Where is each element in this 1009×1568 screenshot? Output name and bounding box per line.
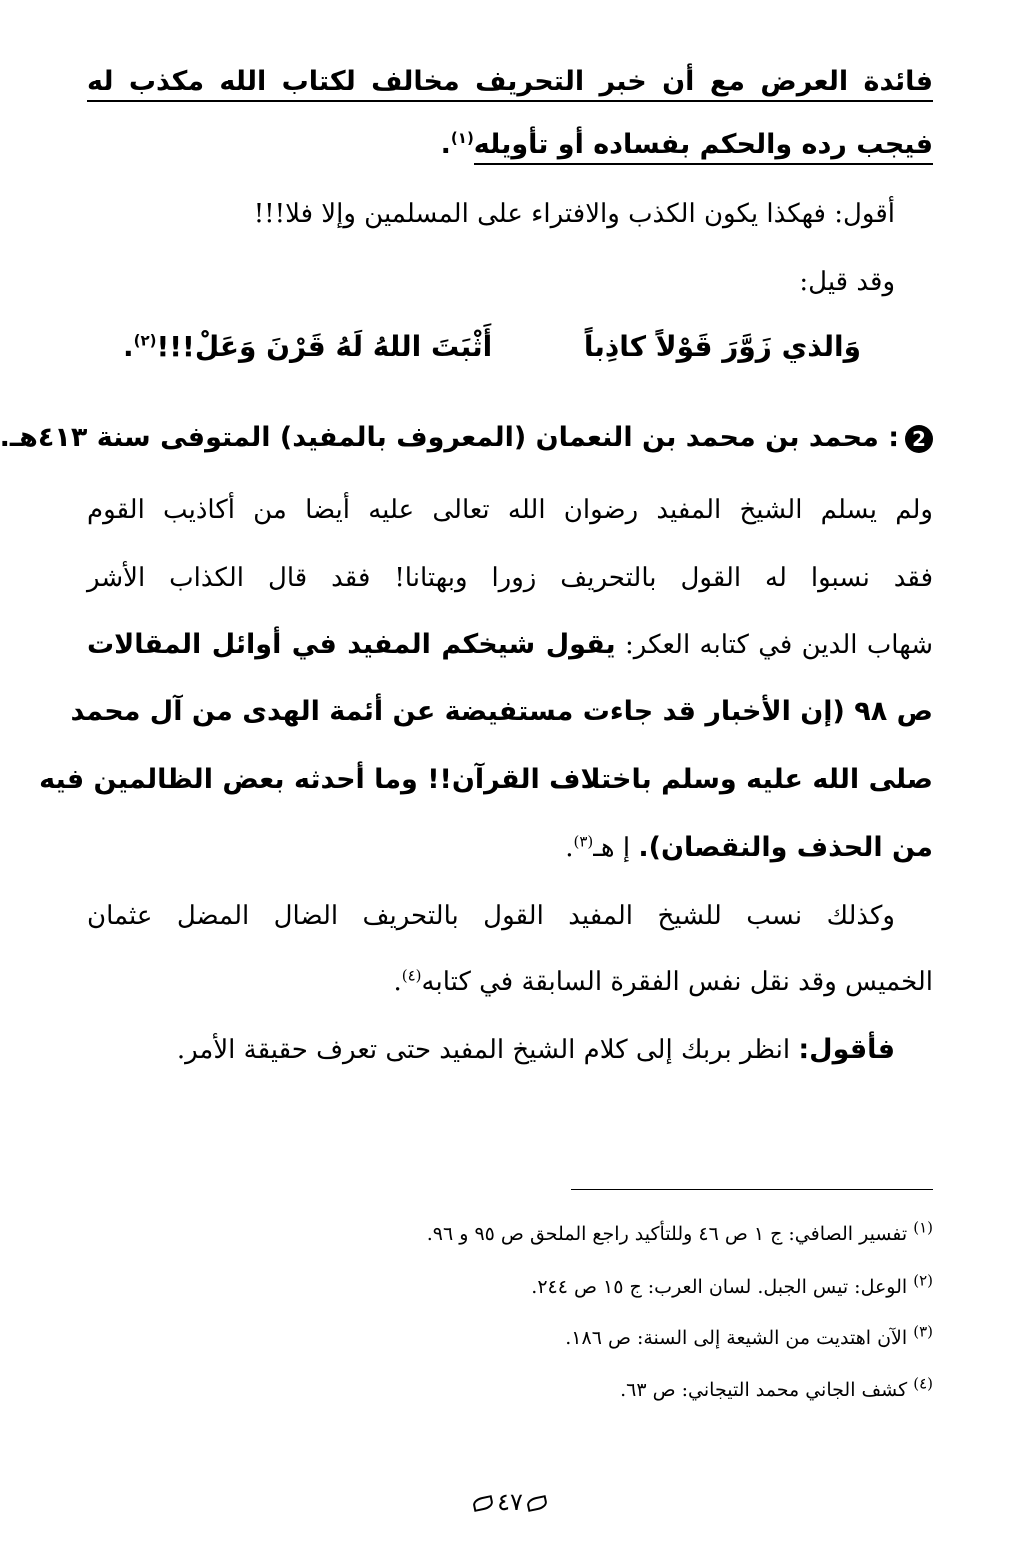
paragraph-1-line-2: فقد نسبوا له القول بالتحريف زورا وبهتانا! فقد قال الكذاب الأشر bbox=[87, 563, 933, 593]
paragraph-2-line-2-text: الخميس وقد نقل نفس الفقرة السابقة في كتابه bbox=[421, 967, 933, 997]
ornament-leaf-icon bbox=[472, 1495, 494, 1512]
verse-end: . bbox=[123, 330, 134, 363]
paragraph-1-line-6 bbox=[87, 828, 933, 868]
paragraph-1-line-3-bold: يقول شيخكم المفيد في أوائل المقالات bbox=[87, 629, 616, 660]
paragraph-1-line-3 bbox=[87, 625, 933, 665]
quote-intro-line: وقد قيل: bbox=[799, 267, 895, 297]
paragraph-3 bbox=[87, 1030, 895, 1070]
paragraph-1-line-4: ص ٩٨ (إن الأخبار قد جاءت مستفيضة عن أئمة الهدى من آل محمد bbox=[70, 696, 933, 727]
footnote-3-text: الآن اهتديت من الشيعة إلى السنة: ص ١٨٦. bbox=[565, 1327, 914, 1349]
footnote-2-number: (٢) bbox=[913, 1271, 933, 1290]
paragraph-1-line-6-bold: من الحذف والنقصان). bbox=[638, 832, 933, 863]
intro-line-2-end: . bbox=[440, 129, 451, 160]
footnote-2 bbox=[531, 1273, 933, 1301]
footnote-2-text: الوعل: تيس الجبل. لسان العرب: ج ١٥ ص ٢٤٤. bbox=[531, 1276, 914, 1298]
paragraph-1-line-3-normal: شهاب الدين في كتابه العكر: bbox=[615, 630, 933, 660]
paragraph-3-bold: فأقول: bbox=[798, 1034, 895, 1065]
footnote-ref-4[interactable]: (٤) bbox=[401, 966, 422, 985]
section-heading bbox=[0, 418, 933, 458]
page-number-text: ٤٧ bbox=[497, 1488, 523, 1516]
comment-line: أقول: فهكذا يكون الكذب والافتراء على المسلمين وإلا فلا!!! bbox=[253, 199, 895, 229]
section-number-badge: 2 bbox=[905, 425, 933, 453]
verse-first-hemistich: وَالذي زَوَّرَ قَوْلاً كاذِباً bbox=[583, 330, 861, 363]
footnote-4-text: كشف الجاني محمد التيجاني: ص ٦٣. bbox=[620, 1379, 914, 1401]
paragraph-3-text: انظر بربك إلى كلام الشيخ المفيد حتى تعرف حقيقة الأمر. bbox=[176, 1035, 799, 1065]
footnote-1-text: تفسير الصافي: ج ١ ص ٤٦ وللتأكيد راجع الملحق ص ٩٥ و ٩٦. bbox=[426, 1223, 914, 1245]
page-number bbox=[11, 1486, 1009, 1518]
footnote-separator bbox=[571, 1189, 933, 1190]
footnote-ref-1[interactable]: (١) bbox=[450, 129, 474, 147]
paragraph-1-line-6-normal: إ هـ bbox=[593, 833, 639, 863]
footnote-ref-2[interactable]: (٢) bbox=[133, 331, 157, 350]
intro-line-2-text: فيجب رده والحكم بفساده أو تأويله bbox=[474, 129, 933, 165]
footnote-ref-3[interactable]: (٣) bbox=[573, 832, 594, 851]
footnote-3 bbox=[565, 1324, 933, 1352]
verse-second-hemistich bbox=[123, 326, 492, 368]
paragraph-2-line-2-end: . bbox=[393, 967, 402, 997]
footnote-4-number: (٤) bbox=[913, 1374, 933, 1393]
intro-line-2 bbox=[87, 125, 933, 165]
paragraph-2-line-1: وكذلك نسب للشيخ المفيد القول بالتحريف الضال المضل عثمان bbox=[87, 901, 895, 931]
ornament-leaf-icon bbox=[526, 1495, 548, 1512]
paragraph-2-line-2 bbox=[87, 962, 933, 1002]
paragraph-1-line-1: ولم يسلم الشيخ المفيد رضوان الله تعالى عليه أيضا من أكاذيب القوم bbox=[87, 495, 933, 525]
intro-line-1 bbox=[87, 62, 933, 102]
intro-line-1-text: فائدة العرض مع أن خبر التحريف مخالف لكتاب الله مكذب له bbox=[87, 66, 933, 102]
section-heading-text: : محمد بن محمد بن النعمان (المعروف بالمفيد) المتوفى سنة ٤١٣هـ. bbox=[0, 422, 899, 453]
footnote-1 bbox=[427, 1220, 933, 1248]
footnote-3-number: (٣) bbox=[913, 1322, 933, 1341]
footnote-1-number: (١) bbox=[913, 1218, 933, 1237]
footnote-4 bbox=[620, 1376, 933, 1404]
verse-second-hemistich-text: أَثْبَتَ اللهُ لَهُ قَرْنَ وَعَلْ!!! bbox=[156, 330, 493, 363]
paragraph-1-line-5: صلى الله عليه وسلم باختلاف القرآن!! وما أحدثه بعض الظالمين فيه bbox=[39, 764, 933, 795]
paragraph-1-line-6-end: . bbox=[565, 833, 574, 863]
